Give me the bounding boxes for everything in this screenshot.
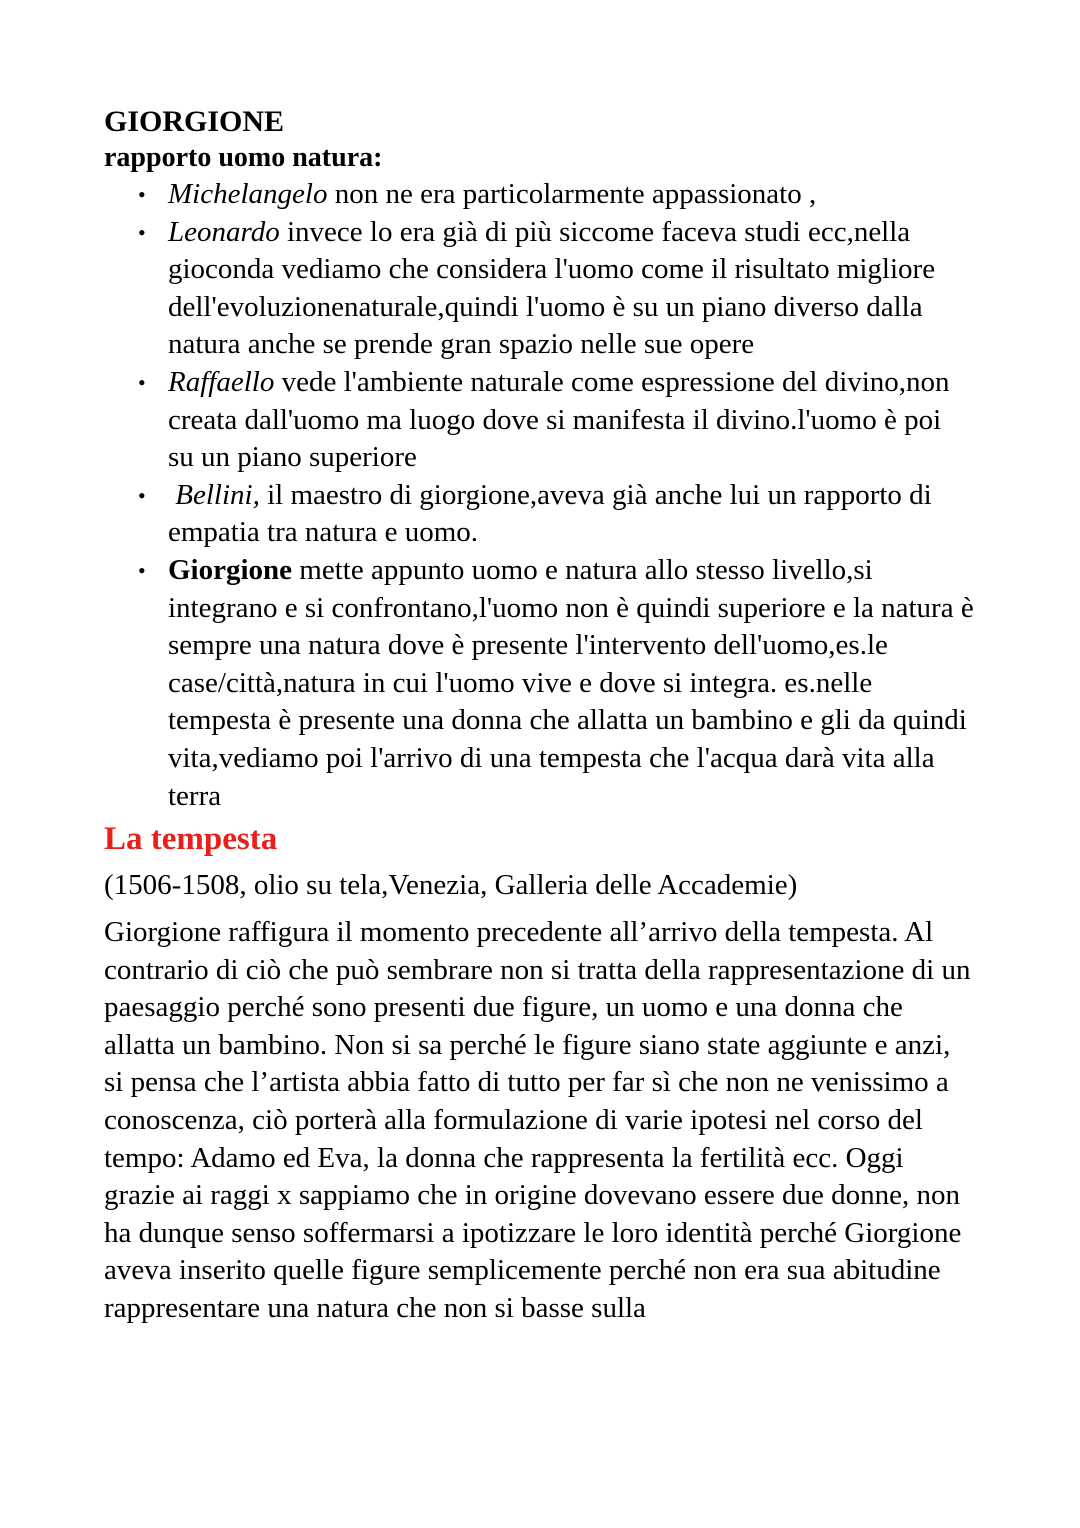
list-item: [104, 364, 974, 477]
list-item: [104, 214, 974, 364]
artist-name: Bellini,: [168, 478, 260, 511]
bullet-icon: •: [138, 482, 146, 508]
bullet-icon: •: [138, 219, 146, 245]
artist-name: Leonardo: [168, 215, 280, 248]
artist-description: il maestro di giorgione,aveva già anche lui un rapporto di empatia tra natura e uomo.: [168, 478, 932, 549]
artist-name: Michelangelo: [168, 178, 328, 210]
artist-description: mette appunto uomo e natura allo stesso livello,si integrano e si confrontano,l'uomo non è quindi superiore e la natura è sempre una natura dove è presente l'intervento dell'uomo,es.le case/città,natura in cui l'uomo vive e dove si integra. es.nelle tempesta è presente una donna che allatta un bambino e gli da quindi vita,vediamo poi l'arrivo di una tempesta che l'acqua darà vita alla terra: [168, 553, 974, 812]
artist-list: [104, 176, 974, 815]
artist-description: invece lo era già di più siccome faceva studi ecc,nella gioconda vediamo che considera l'uomo come il risultato migliore dell'evoluzionenaturale,quindi l'uomo è su un piano diverso dalla natura anche se prende gran spazio nelle sue opere: [168, 215, 936, 361]
document-subtitle: rapporto uomo natura:: [104, 142, 383, 173]
bullet-icon: •: [138, 182, 146, 207]
list-item: [104, 477, 974, 552]
artist-name: Raffaello: [168, 365, 275, 398]
list-item: [104, 552, 974, 815]
artist-name: Giorgione: [168, 553, 293, 586]
artwork-info: (1506-1508, olio su tela,Venezia, Galleria delle Accademie): [104, 869, 798, 902]
bullet-icon: •: [138, 369, 146, 395]
body-paragraph: Giorgione raffigura il momento precedente all’arrivo della tempesta. Al contrario di ciò che può sembrare non si tratta della rappresentazione di un paesaggio perché sono presenti due figure, un uomo e una donna che allatta un bambino. Non si sa perché le figure siano state aggiunte e anzi, si pensa che l’artista abbia fatto di tutto per far sì che non ne venissimo a conoscenza, ciò porterà alla formulazione di varie ipotesi nel corso del tempo: Adamo ed Eva, la donna che rappresenta la fertilità ecc. Oggi grazie ai raggi x sappiamo che in origine dovevano essere due donne, non ha dunque senso soffermarsi a ipotizzare le loro identità perché Giorgione aveva inserito quelle figure semplicemente perché non era sua abitudine rappresentare una natura che non si basse sulla: [104, 916, 971, 1325]
artist-description: vede l'ambiente naturale come espressione del divino,non creata dall'uomo ma luogo dove si manifesta il divino.l'uomo è poi su un piano superiore: [168, 365, 950, 474]
document-page: [104, 104, 974, 1328]
list-item: [104, 176, 974, 214]
document-title: GIORGIONE: [104, 105, 285, 138]
section-title: La tempesta: [104, 821, 278, 858]
bullet-icon: •: [138, 557, 146, 583]
artist-description: non ne era particolarmente appassionato ,: [327, 178, 817, 210]
